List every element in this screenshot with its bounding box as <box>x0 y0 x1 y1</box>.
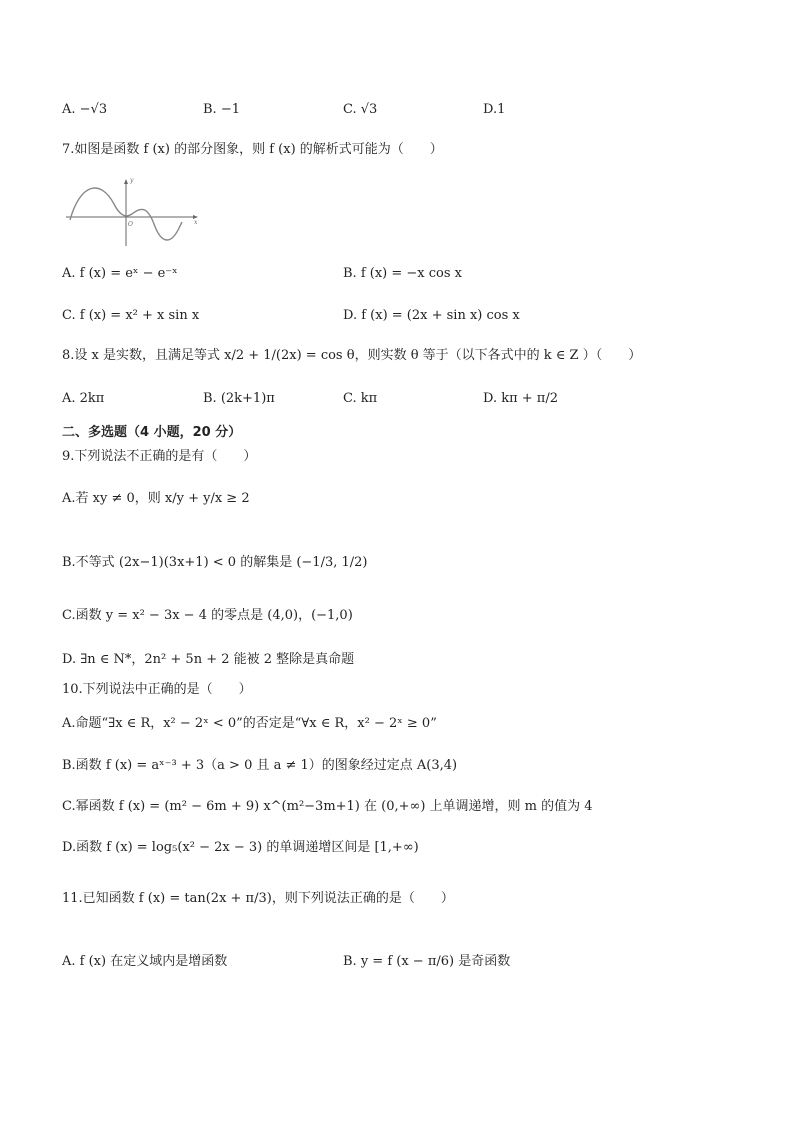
q6-option-c: C. √3 <box>343 102 378 117</box>
y-axis-arrow-icon <box>124 179 128 184</box>
q9-option-d: D. ∃n ∈ N*，2n² + 5n + 2 能被 2 整除是真命题 <box>62 652 355 667</box>
q9-option-a: A.若 xy ≠ 0，则 x/y + y/x ≥ 2 <box>62 491 250 506</box>
q10-option-b: B.函数 f (x) = aˣ⁻³ + 3（a > 0 且 a ≠ 1）的图象经过定点 A(3,4) <box>62 758 458 773</box>
q6-option-a: A. −√3 <box>62 102 108 117</box>
q7-option-b: B. f (x) = −x cos x <box>343 266 462 281</box>
q10-option-c: C.幂函数 f (x) = (m² − 6m + 9) x^(m²−3m+1) 在 (0,+∞) 上单调递增，则 m 的值为 4 <box>62 799 593 814</box>
x-axis-label: x <box>194 219 198 226</box>
section-heading: 二、多选题（4 小题，20 分） <box>62 425 242 440</box>
q7-option-d: D. f (x) = (2x + sin x) cos x <box>343 308 520 323</box>
q6-option-b: B. −1 <box>203 102 240 117</box>
q10-stem: 10.下列说法中正确的是（ ） <box>62 682 252 697</box>
q9-option-b: B.不等式 (2x−1)(3x+1) < 0 的解集是 (−1/3, 1/2) <box>62 555 368 570</box>
q7-option-c: C. f (x) = x² + x sin x <box>62 308 200 323</box>
q8-stem: 8.设 x 是实数，且满足等式 x/2 + 1/(2x) = cos θ，则实数 θ 等于（以下各式中的 k ∈ Z ）（ ） <box>62 348 642 363</box>
q11-option-a: A. f (x) 在定义域内是增函数 <box>62 954 228 969</box>
y-axis-label: y <box>130 177 134 184</box>
q11-stem: 11.已知函数 f (x) = tan(2x + π/3)，则下列说法正确的是（ ） <box>62 891 454 906</box>
q7-function-graph <box>62 174 202 250</box>
q11-option-b: B. y = f (x − π/6) 是奇函数 <box>343 954 511 969</box>
q7-stem: 7.如图是函数 f (x) 的部分图象，则 f (x) 的解析式可能为（ ） <box>62 142 443 157</box>
origin-label: O <box>128 221 133 228</box>
q9-option-c: C.函数 y = x² − 3x − 4 的零点是 (4,0)，(−1,0) <box>62 608 353 623</box>
q6-option-d: D.1 <box>483 102 506 117</box>
q8-option-c: C. kπ <box>343 391 378 406</box>
q10-option-a: A.命题“∃x ∈ R，x² − 2ˣ < 0”的否定是“∀x ∈ R，x² − 2ˣ ≥ 0” <box>62 716 437 731</box>
q8-option-a: A. 2kπ <box>62 391 105 406</box>
q8-option-d: D. kπ + π/2 <box>483 391 558 406</box>
q10-option-d: D.函数 f (x) = log₅(x² − 2x − 3) 的单调递增区间是 [1,+∞) <box>62 840 419 855</box>
q9-stem: 9.下列说法不正确的是有（ ） <box>62 449 257 464</box>
q7-option-a: A. f (x) = eˣ − e⁻ˣ <box>62 266 178 281</box>
q8-option-b: B. (2k+1)π <box>203 391 275 406</box>
